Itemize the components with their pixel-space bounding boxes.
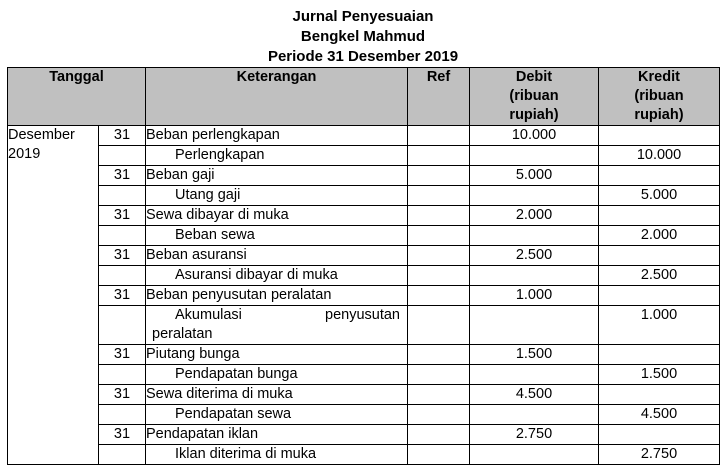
credit-amount-cell: 2.000: [599, 226, 720, 246]
day-cell: [99, 186, 146, 206]
credit-amount-cell: [599, 385, 720, 405]
column-header-date: Tanggal: [8, 68, 146, 126]
ref-cell: [408, 166, 470, 186]
table-row: [8, 445, 720, 465]
table-row: [8, 405, 720, 425]
credit-amount-cell: 1.000: [599, 306, 720, 345]
debit-amount-cell: [470, 306, 599, 345]
ref-cell: [408, 266, 470, 286]
column-header-debit: Debit (ribuan rupiah): [470, 68, 599, 126]
table-row: [8, 306, 720, 345]
account-name-word: penyusutan: [325, 307, 400, 323]
day-cell: [99, 306, 146, 345]
account-name-word: Akumulasi: [175, 307, 242, 323]
debit-amount-cell: 2.750: [470, 425, 599, 445]
report-header: [0, 7, 726, 67]
table-row: [8, 146, 720, 166]
column-header-description: Keterangan: [146, 68, 408, 126]
ref-cell: [408, 385, 470, 405]
account-name-continuation: peralatan: [152, 326, 213, 342]
table-row: [8, 226, 720, 246]
day-cell: 31: [99, 246, 146, 266]
column-header-ref: Ref: [408, 68, 470, 126]
company-name: Bengkel Mahmud: [300, 28, 426, 45]
credit-amount-cell: [599, 286, 720, 306]
debit-account-cell: Sewa dibayar di muka: [146, 206, 408, 226]
credit-account-cell: Pendapatan sewa: [146, 405, 408, 425]
credit-amount-cell: [599, 166, 720, 186]
day-cell: [99, 226, 146, 246]
debit-amount-cell: 2.500: [470, 246, 599, 266]
period-year: 2019: [8, 146, 41, 162]
debit-amount-cell: 2.000: [470, 206, 599, 226]
ref-cell: [408, 186, 470, 206]
debit-amount-cell: 1.500: [470, 345, 599, 365]
table-row: [8, 206, 720, 226]
credit-account-cell: Asuransi dibayar di muka: [146, 266, 408, 286]
day-cell: 31: [99, 126, 146, 146]
debit-account-cell: Sewa diterima di muka: [146, 385, 408, 405]
debit-account-cell: Beban perlengkapan: [146, 126, 408, 146]
ref-cell: [408, 306, 470, 345]
table-row: [8, 365, 720, 385]
table-header-row: [8, 68, 720, 126]
credit-account-cell: [146, 306, 408, 345]
day-cell: [99, 146, 146, 166]
credit-amount-cell: 5.000: [599, 186, 720, 206]
debit-amount-cell: [470, 405, 599, 425]
credit-account-cell: Beban sewa: [146, 226, 408, 246]
credit-amount-cell: 1.500: [599, 365, 720, 385]
ref-cell: [408, 246, 470, 266]
credit-amount-cell: [599, 126, 720, 146]
debit-amount-cell: 4.500: [470, 385, 599, 405]
debit-amount-cell: 5.000: [470, 166, 599, 186]
table-row: [8, 385, 720, 405]
credit-amount-cell: [599, 425, 720, 445]
ref-cell: [408, 206, 470, 226]
table-row: [8, 345, 720, 365]
day-cell: [99, 445, 146, 465]
credit-account-cell: Utang gaji: [146, 186, 408, 206]
ref-cell: [408, 405, 470, 425]
credit-amount-cell: 10.000: [599, 146, 720, 166]
table-row: [8, 286, 720, 306]
debit-amount-cell: [470, 445, 599, 465]
credit-amount-cell: 2.750: [599, 445, 720, 465]
debit-account-cell: Beban penyusutan peralatan: [146, 286, 408, 306]
debit-amount-cell: [470, 365, 599, 385]
journal-body: [8, 126, 720, 465]
table-row: [8, 126, 720, 146]
day-cell: 31: [99, 166, 146, 186]
debit-amount-cell: 10.000: [470, 126, 599, 146]
debit-account-cell: Beban asuransi: [146, 246, 408, 266]
day-cell: 31: [99, 385, 146, 405]
ref-cell: [408, 345, 470, 365]
ref-cell: [408, 286, 470, 306]
credit-amount-cell: 2.500: [599, 266, 720, 286]
day-cell: [99, 405, 146, 425]
debit-account-cell: Beban gaji: [146, 166, 408, 186]
credit-amount-cell: 4.500: [599, 405, 720, 425]
table-row: [8, 186, 720, 206]
debit-amount-cell: 1.000: [470, 286, 599, 306]
ref-cell: [408, 226, 470, 246]
credit-amount-cell: [599, 345, 720, 365]
column-header-credit: Kredit (ribuan rupiah): [599, 68, 720, 126]
debit-amount-cell: [470, 146, 599, 166]
table-row: [8, 425, 720, 445]
report-title: Jurnal Penyesuaian: [292, 8, 434, 25]
credit-account-cell: Iklan diterima di muka: [146, 445, 408, 465]
credit-amount-cell: [599, 206, 720, 226]
day-cell: [99, 365, 146, 385]
table-row: [8, 166, 720, 186]
day-cell: 31: [99, 206, 146, 226]
ref-cell: [408, 126, 470, 146]
ref-cell: [408, 146, 470, 166]
credit-amount-cell: [599, 246, 720, 266]
report-period: Periode 31 Desember 2019: [267, 48, 459, 65]
debit-amount-cell: [470, 226, 599, 246]
day-cell: 31: [99, 345, 146, 365]
credit-account-cell: Perlengkapan: [146, 146, 408, 166]
day-cell: 31: [99, 425, 146, 445]
debit-amount-cell: [470, 266, 599, 286]
adjusting-journal-table: [7, 67, 720, 465]
debit-amount-cell: [470, 186, 599, 206]
table-row: [8, 246, 720, 266]
day-cell: [99, 266, 146, 286]
date-period-cell: [8, 126, 99, 465]
ref-cell: [408, 445, 470, 465]
debit-account-cell: Piutang bunga: [146, 345, 408, 365]
period-month: Desember: [8, 127, 75, 143]
ref-cell: [408, 365, 470, 385]
table-row: [8, 266, 720, 286]
credit-account-cell: Pendapatan bunga: [146, 365, 408, 385]
debit-account-cell: Pendapatan iklan: [146, 425, 408, 445]
ref-cell: [408, 425, 470, 445]
day-cell: 31: [99, 286, 146, 306]
